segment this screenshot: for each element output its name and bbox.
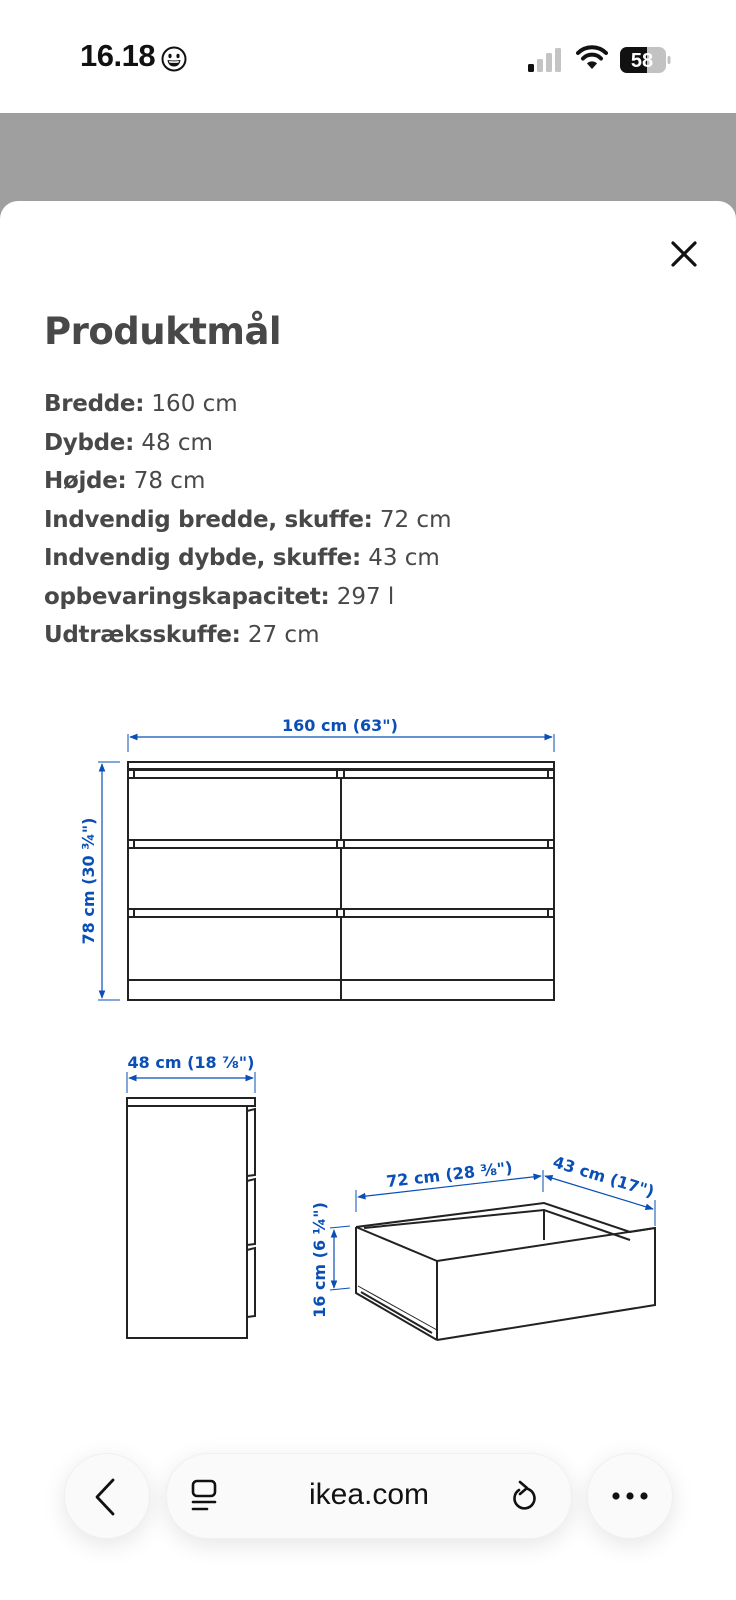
page-title: Produktmål [44, 310, 282, 353]
front-width-dimension [128, 716, 554, 752]
spec-value: 48 cm [141, 429, 213, 456]
spec-label: Indvendig bredde, skuffe: [44, 506, 373, 533]
spec-label: Udtræksskuffe: [44, 622, 241, 648]
front-height-dimension [79, 762, 120, 1000]
spec-label: Indvendig dybde, skuffe: [44, 545, 361, 571]
front-width-label: 160 cm (63") [282, 716, 398, 735]
spec-label: Dybde: [44, 429, 135, 456]
drawer-illustration [356, 1203, 655, 1340]
spec-label: opbevaringskapacitet: [44, 583, 330, 610]
drawer-depth-dimension [545, 1152, 656, 1226]
side-view-dresser [127, 1098, 255, 1338]
more-options-button[interactable] [587, 1453, 673, 1539]
drawer-depth-label: 43 cm (17") [550, 1152, 657, 1202]
url-text[interactable]: ikea.com [308, 1478, 430, 1511]
spec-value: 43 cm [368, 545, 440, 571]
spec-value: 160 cm [151, 391, 238, 417]
spec-label: Højde: [44, 468, 127, 494]
more-icon [588, 1454, 672, 1538]
spec-label: Bredde: [44, 391, 145, 417]
address-bar[interactable] [166, 1453, 572, 1539]
drawer-width-dimension [356, 1158, 543, 1212]
clock: 16.18 [80, 38, 156, 73]
spec-value: 78 cm [133, 468, 206, 494]
side-depth-dimension [127, 1053, 255, 1093]
side-depth-label: 48 cm (18 ⅞") [127, 1053, 255, 1072]
drawer-width-label: 72 cm (28 ⅜") [385, 1157, 514, 1192]
battery-level: 58 [630, 50, 654, 72]
spec-value: 297 l [336, 583, 395, 610]
drawer-height-dimension [310, 1202, 350, 1318]
drawer-height-label: 16 cm (6 ¼") [310, 1202, 329, 1318]
reload-icon[interactable] [507, 1478, 541, 1514]
spec-value: 27 cm [247, 622, 320, 648]
back-icon [65, 1454, 149, 1538]
spec-value: 72 cm [379, 506, 452, 533]
front-height-label: 78 cm (30 ¾") [79, 817, 98, 945]
back-button[interactable] [64, 1453, 150, 1539]
front-view-dresser [128, 762, 554, 1000]
